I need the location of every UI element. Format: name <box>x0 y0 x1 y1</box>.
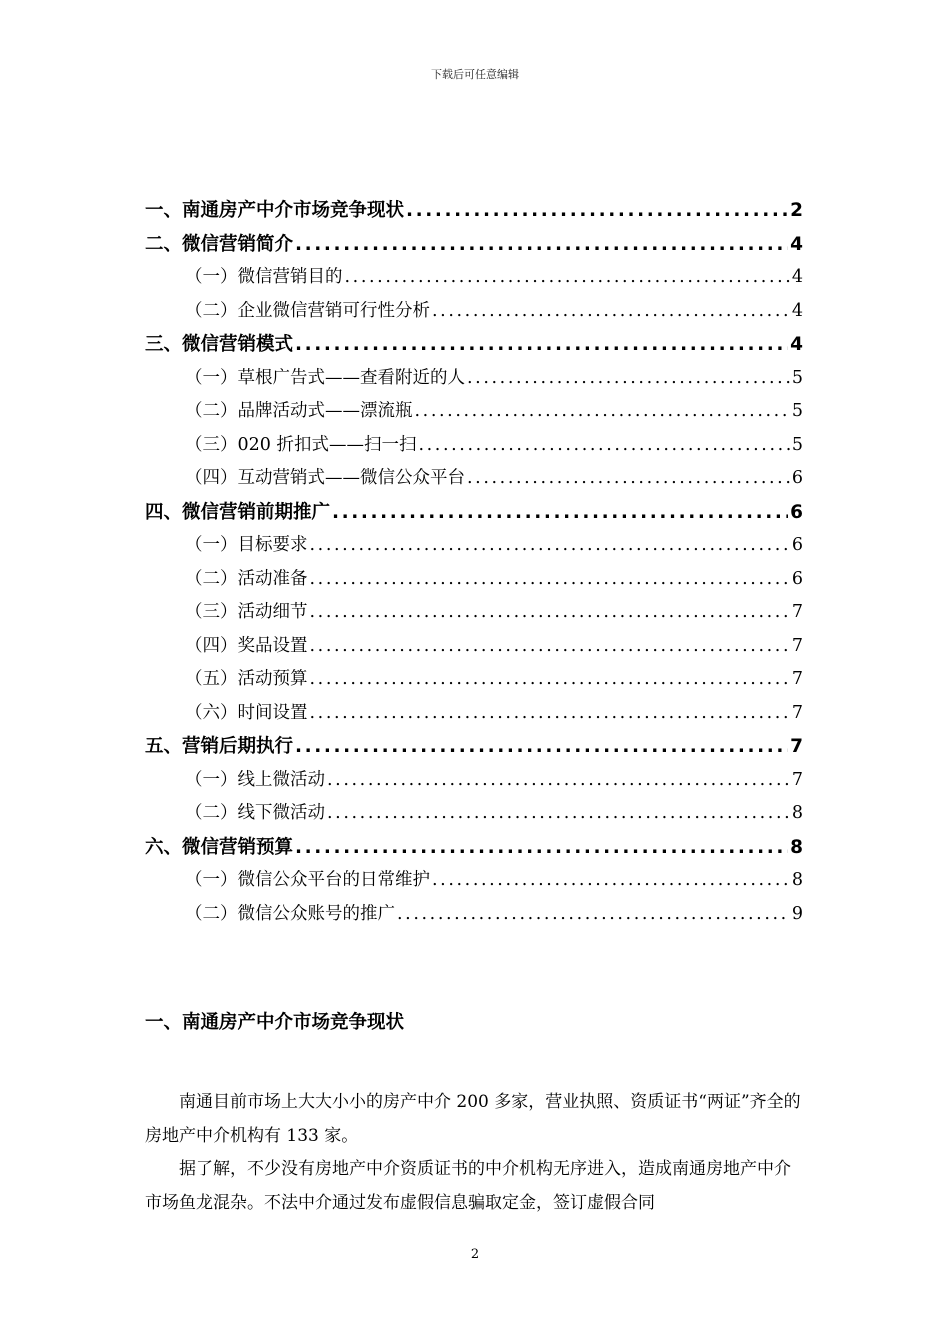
toc-entry-page-number: 7 <box>791 702 803 723</box>
toc-entry-page-number: 6 <box>791 568 803 589</box>
toc-entry-chapter[interactable] <box>145 730 803 764</box>
toc-entry-subsection[interactable] <box>145 630 803 664</box>
toc-entry-label: （三）020 折扣式——扫一扫 <box>185 434 417 455</box>
toc-entry-subsection[interactable] <box>145 462 803 496</box>
toc-entry-chapter[interactable] <box>145 496 803 530</box>
toc-dot-leader <box>295 228 788 262</box>
toc-dot-leader <box>418 429 789 463</box>
toc-dot-leader <box>415 395 790 429</box>
toc-entry-label: （一）线上微活动 <box>185 769 325 790</box>
toc-entry-subsection[interactable] <box>145 563 803 597</box>
toc-entry-label: （二）线下微活动 <box>185 803 325 823</box>
toc-entry-subsection[interactable] <box>145 663 803 697</box>
toc-entry-label: （一）微信公众平台的日常维护 <box>185 870 430 890</box>
toc-dot-leader <box>295 831 788 865</box>
toc-entry-page-number: 6 <box>791 535 803 555</box>
toc-dot-leader <box>310 697 790 731</box>
toc-entry-page-number: 7 <box>791 635 803 656</box>
toc-dot-leader <box>327 797 790 831</box>
toc-entry-label: （四）互动营销式——微信公众平台 <box>185 468 465 488</box>
toc-entry-label: （二）品牌活动式——漂流瓶 <box>185 401 413 421</box>
page-number: 2 <box>470 1247 480 1262</box>
toc-entry-page-number: 6 <box>791 468 803 488</box>
toc-dot-leader <box>406 194 788 228</box>
toc-dot-leader <box>310 663 790 697</box>
toc-dot-leader <box>332 496 788 530</box>
table-of-contents <box>145 194 803 931</box>
toc-entry-label: （三）活动细节 <box>185 602 308 622</box>
toc-entry-label: 三、微信营销模式 <box>145 334 294 355</box>
toc-entry-page-number: 2 <box>790 200 803 221</box>
toc-entry-label: （四）奖品设置 <box>185 635 308 656</box>
toc-entry-label: 二、微信营销简介 <box>145 233 294 255</box>
body-paragraph-1: 南通目前市场上大大小小的房产中介 200 多家，营业执照、资质证书“两证”齐全的房地产中介机构有 133 家。 <box>145 1092 801 1146</box>
toc-entry-label: 六、微信营销预算 <box>145 836 294 858</box>
toc-entry-chapter[interactable] <box>145 228 803 262</box>
toc-entry-chapter[interactable] <box>145 328 803 362</box>
toc-entry-subsection[interactable] <box>145 529 803 563</box>
toc-dot-leader <box>345 261 790 295</box>
toc-entry-page-number: 8 <box>791 870 803 890</box>
toc-entry-subsection[interactable] <box>145 697 803 731</box>
toc-dot-leader <box>310 596 790 630</box>
toc-entry-subsection[interactable] <box>145 295 803 329</box>
toc-entry-page-number: 7 <box>790 736 803 757</box>
page-header: 下载后可任意编辑 <box>431 68 519 81</box>
toc-entry-page-number: 7 <box>791 769 803 790</box>
toc-dot-leader <box>310 563 790 597</box>
toc-entry-subsection[interactable] <box>145 898 803 932</box>
toc-dot-leader <box>310 630 790 664</box>
toc-entry-label: （一）目标要求 <box>185 535 308 555</box>
toc-entry-page-number: 4 <box>790 233 803 255</box>
toc-dot-leader <box>467 362 790 396</box>
toc-entry-subsection[interactable] <box>145 362 803 396</box>
toc-entry-page-number: 5 <box>791 367 803 388</box>
toc-entry-page-number: 4 <box>790 334 803 355</box>
toc-entry-label: （二）微信公众账号的推广 <box>185 903 395 924</box>
toc-entry-label: （五）活动预算 <box>185 669 308 689</box>
toc-dot-leader <box>295 730 788 764</box>
toc-dot-leader <box>467 462 790 496</box>
toc-entry-subsection[interactable] <box>145 596 803 630</box>
toc-dot-leader <box>310 529 790 563</box>
toc-dot-leader <box>432 864 790 898</box>
toc-entry-page-number: 4 <box>791 267 803 287</box>
toc-entry-label: 一、南通房产中介市场竞争现状 <box>145 200 405 221</box>
toc-entry-chapter[interactable] <box>145 194 803 228</box>
toc-entry-label: （一）草根广告式——查看附近的人 <box>185 367 465 388</box>
toc-entry-label: （二）企业微信营销可行性分析 <box>185 300 430 321</box>
toc-entry-subsection[interactable] <box>145 764 803 798</box>
section-body <box>145 1086 803 1220</box>
body-paragraph-2: 据了解，不少没有房地产中介资质证书的中介机构无序进入，造成南通房地产中介市场鱼龙混杂。不法中介通过发布虚假信息骗取定金，签订虚假合同 <box>145 1159 791 1213</box>
toc-entry-chapter[interactable] <box>145 831 803 865</box>
toc-entry-label: （一）微信营销目的 <box>185 267 343 287</box>
toc-entry-subsection[interactable] <box>145 395 803 429</box>
toc-entry-page-number: 4 <box>791 300 803 321</box>
toc-entry-subsection[interactable] <box>145 864 803 898</box>
toc-entry-page-number: 5 <box>791 401 803 421</box>
toc-entry-label: （六）时间设置 <box>185 702 308 723</box>
toc-entry-page-number: 9 <box>791 903 803 924</box>
toc-entry-label: （二）活动准备 <box>185 568 308 589</box>
toc-entry-page-number: 8 <box>791 803 803 823</box>
toc-entry-page-number: 7 <box>791 602 803 622</box>
toc-entry-subsection[interactable] <box>145 797 803 831</box>
toc-entry-page-number: 5 <box>791 434 803 455</box>
toc-entry-page-number: 8 <box>790 836 803 858</box>
toc-entry-page-number: 6 <box>790 501 803 523</box>
toc-entry-label: 五、营销后期执行 <box>145 736 294 757</box>
toc-entry-subsection[interactable] <box>145 429 803 463</box>
toc-entry-subsection[interactable] <box>145 261 803 295</box>
toc-dot-leader <box>432 295 790 329</box>
toc-dot-leader <box>397 898 790 932</box>
toc-dot-leader <box>295 328 788 362</box>
toc-entry-label: 四、微信营销前期推广 <box>145 501 331 523</box>
toc-dot-leader <box>327 764 790 798</box>
section-heading: 一、南通房产中介市场竞争现状 <box>145 1012 405 1033</box>
toc-entry-page-number: 7 <box>791 669 803 689</box>
